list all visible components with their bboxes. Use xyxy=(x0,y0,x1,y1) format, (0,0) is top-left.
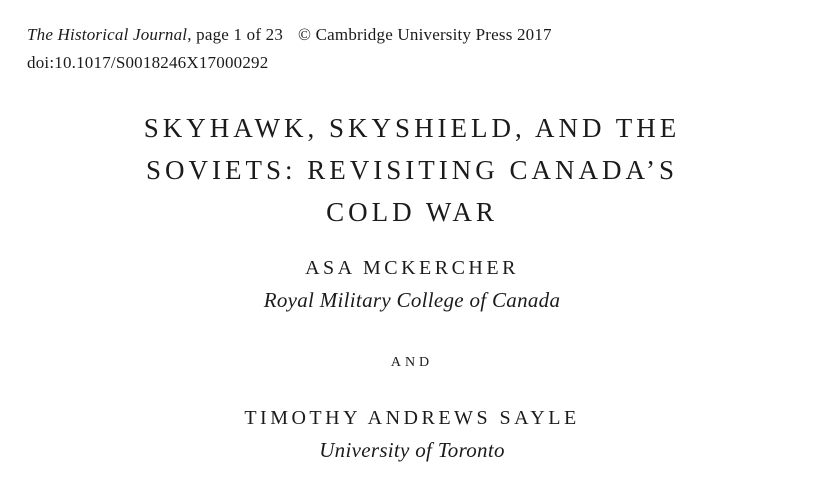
journal-header xyxy=(0,0,824,77)
author-separator: AND xyxy=(390,355,434,370)
author-affiliation-2: University of Toronto xyxy=(319,438,505,462)
doi-text: doi:10.1017/S0018246X17000292 xyxy=(27,53,269,72)
page-info: , page 1 of 23 xyxy=(187,25,284,44)
article-title-line-2: SOVIETS: REVISITING CANADA’S xyxy=(145,155,678,185)
journal-line xyxy=(27,21,824,49)
article-title-line-3: COLD WAR xyxy=(326,197,498,227)
article-title xyxy=(20,107,804,233)
copyright-notice: © Cambridge University Press 2017 xyxy=(298,25,552,44)
author-affiliation-1: Royal Military College of Canada xyxy=(263,288,561,312)
journal-name: The Historical Journal xyxy=(27,25,188,44)
author-name-1: ASA MCKERCHER xyxy=(305,257,519,279)
article-title-line-1: SKYHAWK, SKYSHIELD, AND THE xyxy=(143,113,681,143)
author-name-2: TIMOTHY ANDREWS SAYLE xyxy=(244,407,580,429)
doi-line xyxy=(27,49,824,77)
byline xyxy=(0,253,824,467)
